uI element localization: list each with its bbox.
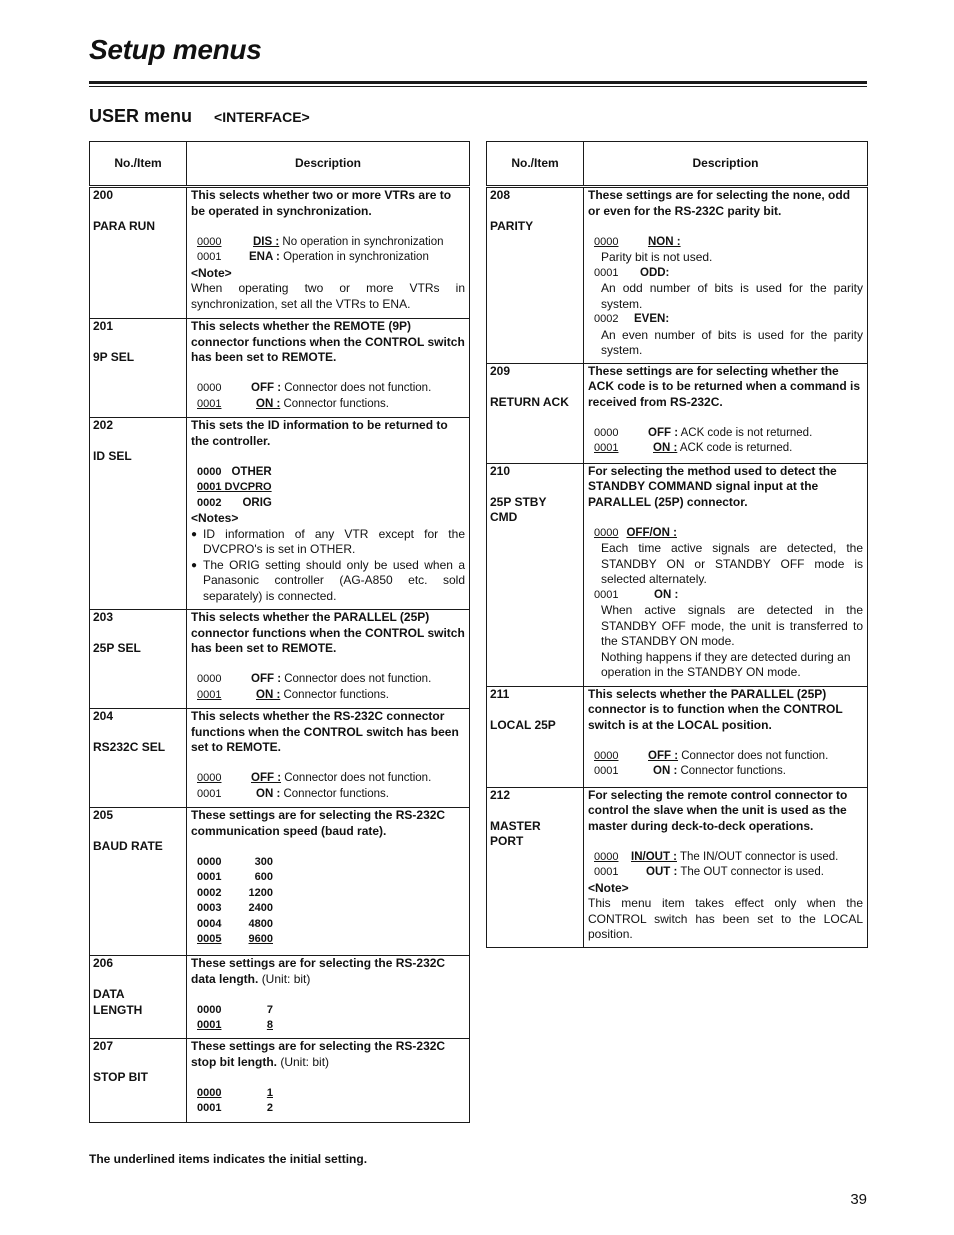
- section-title: USER menu: [89, 106, 193, 126]
- item-description: For selecting the remote control connector to control the slave when the unit is used as the master during deck-to-deck operations.: [588, 787, 848, 833]
- option-text: Parity bit is not used.: [601, 250, 713, 264]
- item-name: LOCAL 25P: [490, 717, 556, 732]
- option-row: 0001 OUT : The OUT connector is used.: [594, 866, 824, 878]
- option-row: 0001 ON : Connector functions.: [197, 397, 389, 410]
- item-description: This selects whether the PARALLEL (25P) connector functions when the CONTROL switch has been set to REMOTE.: [191, 610, 465, 655]
- option-text: An even number of bits is used for the parity system.: [601, 327, 863, 357]
- option-row: 0000 OFF : Connector does not function.: [594, 749, 829, 762]
- menu-table-left: [89, 141, 470, 1123]
- item-number: 200: [93, 188, 114, 202]
- value-row: 0001 8: [197, 1019, 273, 1031]
- option-row: 0000 OFF : Connector does not function.: [197, 382, 432, 394]
- item-name: 25P SEL: [93, 641, 141, 655]
- item-number: 205: [93, 808, 114, 822]
- subsection-title: <INTERFACE>: [214, 109, 310, 125]
- page-number: 39: [850, 1191, 867, 1208]
- item-description: This selects whether two or more VTRs are to be operated in synchronization.: [191, 188, 452, 218]
- column-header-description: Description: [584, 142, 868, 187]
- option-row: 0001 ODD:: [594, 266, 670, 279]
- item-description: This selects whether the PARALLEL (25P) connector is to function when the CONTROL switch is at the LOCAL position.: [588, 686, 843, 732]
- item-number: 210: [490, 463, 511, 478]
- option-row: 0000 OFF : ACK code is not returned.: [594, 426, 813, 439]
- option-text: Each time active signals are detected, the STANDBY ON or STANDBY OFF mode is selected alternately.: [601, 541, 863, 586]
- value-row: 0002 1200: [197, 886, 273, 899]
- item-name-line2: LENGTH: [93, 1002, 143, 1017]
- item-number: 202: [93, 418, 114, 432]
- item-name: DATA: [93, 987, 125, 1001]
- item-number: 208: [490, 188, 511, 202]
- table-row: [90, 808, 470, 956]
- option-row: 0001 ON : Connector functions.: [197, 787, 389, 800]
- table-row: [90, 187, 470, 319]
- note-text: This menu item takes effect only when the CONTROL switch has been set to the LOCAL position.: [588, 896, 863, 941]
- item-name: 25P STBY: [490, 494, 547, 509]
- title-rule-thin: [89, 86, 867, 87]
- item-description: These settings are for selecting the RS-232C communication speed (baud rate).: [191, 808, 446, 838]
- item-name: PARA RUN: [93, 219, 155, 233]
- option-row: 0001 ON :: [594, 588, 679, 601]
- item-number: 206: [93, 956, 114, 970]
- note-bullet: ● The ORIG setting should only be used when a Panasonic controller (AG-A850 etc. sold separately) is connected.: [191, 557, 465, 603]
- table-row: [487, 463, 868, 686]
- value-row: 0000 300: [197, 855, 273, 868]
- item-number: 207: [93, 1039, 114, 1053]
- table-row: [487, 363, 868, 463]
- option-row: 0000 OTHER: [197, 465, 272, 478]
- option-row: 0000 OFF/ON :: [594, 526, 677, 539]
- item-name: PARITY: [490, 219, 534, 233]
- option-row: 0002 EVEN:: [594, 313, 670, 325]
- item-number: 209: [490, 363, 511, 378]
- option-row: 0000 NON :: [594, 235, 681, 248]
- item-description: For selecting the method used to detect the STANDBY COMMAND signal input at the PARALLEL (25P) connector.: [588, 463, 837, 509]
- option-text: Nothing happens if they are detected during an operation in the STANDBY ON mode.: [601, 649, 851, 679]
- value-row: 0003 2400: [197, 902, 273, 914]
- table-row: [90, 610, 470, 709]
- item-number: 201: [93, 319, 114, 333]
- column-header-description: Description: [187, 142, 470, 187]
- item-name: STOP BIT: [93, 1070, 148, 1084]
- table-row: [487, 787, 868, 947]
- item-name: RS232C SEL: [93, 740, 166, 754]
- value-row: 0000 1: [197, 1086, 273, 1099]
- item-number: 204: [93, 709, 114, 723]
- item-number: 212: [490, 787, 511, 802]
- option-row: 0000 OFF : Connector does not function.: [197, 772, 432, 784]
- item-number: 203: [93, 610, 114, 624]
- item-description: This sets the ID information to be returned to the controller.: [191, 418, 448, 448]
- option-row: 0001 ENA : Operation in synchronization: [197, 251, 429, 263]
- item-name-line2: PORT: [490, 834, 524, 848]
- option-text: When active signals are detected in the STANDBY OFF mode, the unit is transferred to the STANDBY ON mode.: [601, 603, 863, 648]
- option-row: 0001 ON : Connector functions.: [197, 688, 389, 701]
- unit-label: (Unit: bit): [261, 971, 311, 986]
- option-text: An odd number of bits is used for the parity system.: [601, 281, 863, 311]
- item-name-line2: CMD: [490, 510, 518, 524]
- item-description: These settings are for selecting the RS-232C data length.: [191, 956, 446, 986]
- value-row: 0005 9600: [197, 933, 273, 945]
- item-description: These settings are for selecting the RS-232C stop bit length.: [191, 1039, 446, 1069]
- column-header-no-item: No./Item: [90, 142, 187, 187]
- table-row: [90, 956, 470, 1039]
- item-description: These settings are for selecting whether the ACK code is to be returned when a command is received from RS-232C.: [588, 363, 861, 409]
- section-heading: [89, 106, 310, 127]
- table-row: [487, 686, 868, 787]
- value-row: 0001 2: [197, 1102, 273, 1114]
- item-description: This selects whether the RS-232C connector functions when the CONTROL switch has been set to REMOTE.: [191, 709, 459, 754]
- option-row: 0000 DIS : No operation in synchronization: [197, 235, 444, 248]
- note-bullet: ● ID information of any VTR except for the DVCPRO's is set in OTHER.: [191, 526, 465, 556]
- item-description: This selects whether the REMOTE (9P) connector functions when the CONTROL switch has been set to REMOTE.: [191, 319, 465, 364]
- unit-label: (Unit: bit): [280, 1054, 330, 1069]
- table-row: [90, 418, 470, 610]
- item-name: MASTER: [490, 818, 541, 833]
- value-row: 0004 4800: [197, 917, 273, 930]
- option-row: 0001 DVCPRO: [197, 481, 272, 493]
- item-description: These settings are for selecting the none, odd or even for the RS-232C parity bit.: [588, 188, 851, 218]
- table-row: [487, 187, 868, 364]
- table-row: [90, 1039, 470, 1123]
- item-name: ID SEL: [93, 449, 132, 463]
- footnote: The underlined items indicates the initial setting.: [89, 1152, 368, 1166]
- table-row: [90, 319, 470, 418]
- note-label: <Note>: [191, 265, 232, 280]
- note-text: When operating two or more VTRs in synchronization, set all the VTRs to ENA.: [191, 281, 465, 311]
- option-row: 0000 IN/OUT : The IN/OUT connector is used.: [594, 850, 839, 863]
- column-header-no-item: No./Item: [487, 142, 584, 187]
- item-name: BAUD RATE: [93, 839, 163, 853]
- page-title: Setup menus: [89, 34, 262, 65]
- notes-label: <Notes>: [191, 511, 239, 525]
- option-row: 0001 ON : ACK code is returned.: [594, 442, 793, 454]
- table-row: [90, 709, 470, 808]
- item-number: 211: [490, 686, 510, 701]
- menu-table-right: [486, 141, 868, 948]
- item-name: RETURN ACK: [490, 394, 569, 409]
- item-name: 9P SEL: [93, 350, 135, 364]
- option-row: 0002 ORIG: [197, 496, 272, 509]
- option-row: 0001 ON : Connector functions.: [594, 765, 786, 777]
- option-row: 0000 OFF : Connector does not function.: [197, 673, 432, 685]
- value-row: 0000 7: [197, 1003, 273, 1016]
- value-row: 0001 600: [197, 871, 273, 883]
- note-label: <Note>: [588, 880, 629, 895]
- title-rule: [89, 81, 867, 84]
